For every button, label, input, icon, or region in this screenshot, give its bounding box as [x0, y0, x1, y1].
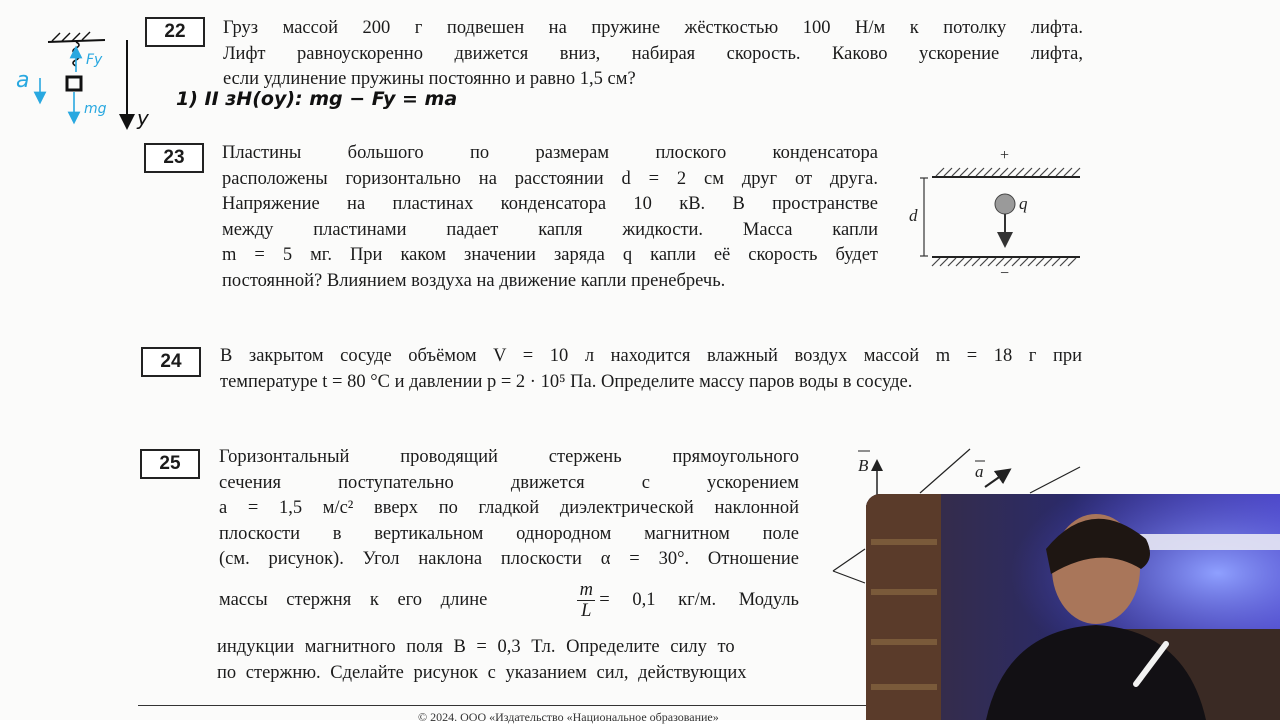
- problem-25-fraction-line: [219, 580, 799, 621]
- problem-23-line: расположены горизонтально на расстоянии d = 2 см друг от друга.: [222, 168, 878, 189]
- problem-25-line: Горизонтальный проводящий стержень прямоугольного: [219, 447, 799, 467]
- problem-22-line: Лифт равноускоренно движется вниз, набирая скорость. Каково ускорение лифта,: [223, 43, 1083, 64]
- problem-25-line: индукции магнитного поля B = 0,3 Тл. Определите силу то: [217, 637, 735, 657]
- vector-a-label: a: [975, 462, 984, 481]
- plate-minus-label: −: [1000, 265, 1010, 282]
- problem-25-text: [219, 445, 799, 573]
- webcam-video-overlay: [866, 494, 1280, 720]
- problem-22-text: [223, 16, 1083, 93]
- problem-25-line: сечения поступательно движется с ускорением: [219, 472, 799, 493]
- problem-24-line: В закрытом сосуде объёмом V = 10 л находится влажный воздух массой m = 18 г при: [220, 346, 1082, 366]
- hand-force-mg-label: mg: [84, 101, 107, 117]
- webcam-scene: [866, 494, 1280, 720]
- problem-23-line: Напряжение на пластинах конденсатора 10 кВ. В пространстве: [222, 194, 878, 214]
- problem-25-tail: [217, 635, 877, 686]
- mass-per-length-fraction: [577, 580, 595, 621]
- problem-22-line: Груз массой 200 г подвешен на пружине жёсткостью 100 Н/м к потолку лифта.: [223, 18, 1083, 38]
- fraction-line-before: массы стержня к его длине: [219, 589, 488, 610]
- hand-equation: 1) II зН(оу): mg − Fy = ma: [176, 88, 458, 110]
- plate-plus-label: +: [1000, 147, 1010, 164]
- problem-25-line: (см. рисунок). Угол наклона плоскости α = 30°. Отношение: [219, 549, 799, 569]
- problem-25-line: плоскости в вертикальном однородном магнитном поле: [219, 523, 799, 544]
- hand-accel-label: a: [16, 68, 30, 93]
- fraction-line-after: = 0,1 кг/м. Модуль: [599, 589, 799, 610]
- problem-23-line: между пластинами падает капля жидкости. Масса капли: [222, 219, 878, 240]
- hand-force-Fy-label: Fу: [86, 52, 103, 68]
- footer-copyright: © 2024. ООО «Издательство «Национальное образование»: [418, 710, 719, 724]
- capacitor-figure: [900, 140, 1090, 280]
- vector-B-label: B: [858, 456, 869, 475]
- problem-number-24: 24: [141, 347, 201, 377]
- problem-23-line: постоянной? Влиянием воздуха на движение капли пренебречь.: [222, 270, 726, 291]
- hand-axis-y-label: y: [137, 106, 149, 130]
- fraction-denominator: L: [581, 601, 592, 621]
- problem-23-line: m = 5 мг. При каком значении заряда q капли её скорость будет: [222, 245, 878, 265]
- charge-q-label: q: [1019, 194, 1028, 213]
- problem-number-23: 23: [144, 143, 204, 173]
- distance-d-label: d: [909, 206, 918, 225]
- problem-25-line: a = 1,5 м/с² вверх по гладкой диэлектрической наклонной: [219, 498, 799, 518]
- problem-25-line: по стержню. Сделайте рисунок с указанием сил, действующих: [217, 662, 747, 683]
- problem-24-text: [220, 344, 1082, 395]
- problem-number-22: 22: [145, 17, 205, 47]
- fraction-numerator: m: [579, 580, 593, 600]
- problem-22-line: если удлинение пружины постоянно и равно 1,5 см?: [223, 69, 636, 89]
- problem-number-25: 25: [140, 449, 200, 479]
- problem-23-line: Пластины большого по размерам плоского конденсатора: [222, 143, 878, 163]
- problem-23-text: [222, 141, 878, 294]
- problem-24-line: температуре t = 80 °C и давлении p = 2 · 10⁵ Па. Определите массу паров воды в сосуде.: [220, 371, 913, 392]
